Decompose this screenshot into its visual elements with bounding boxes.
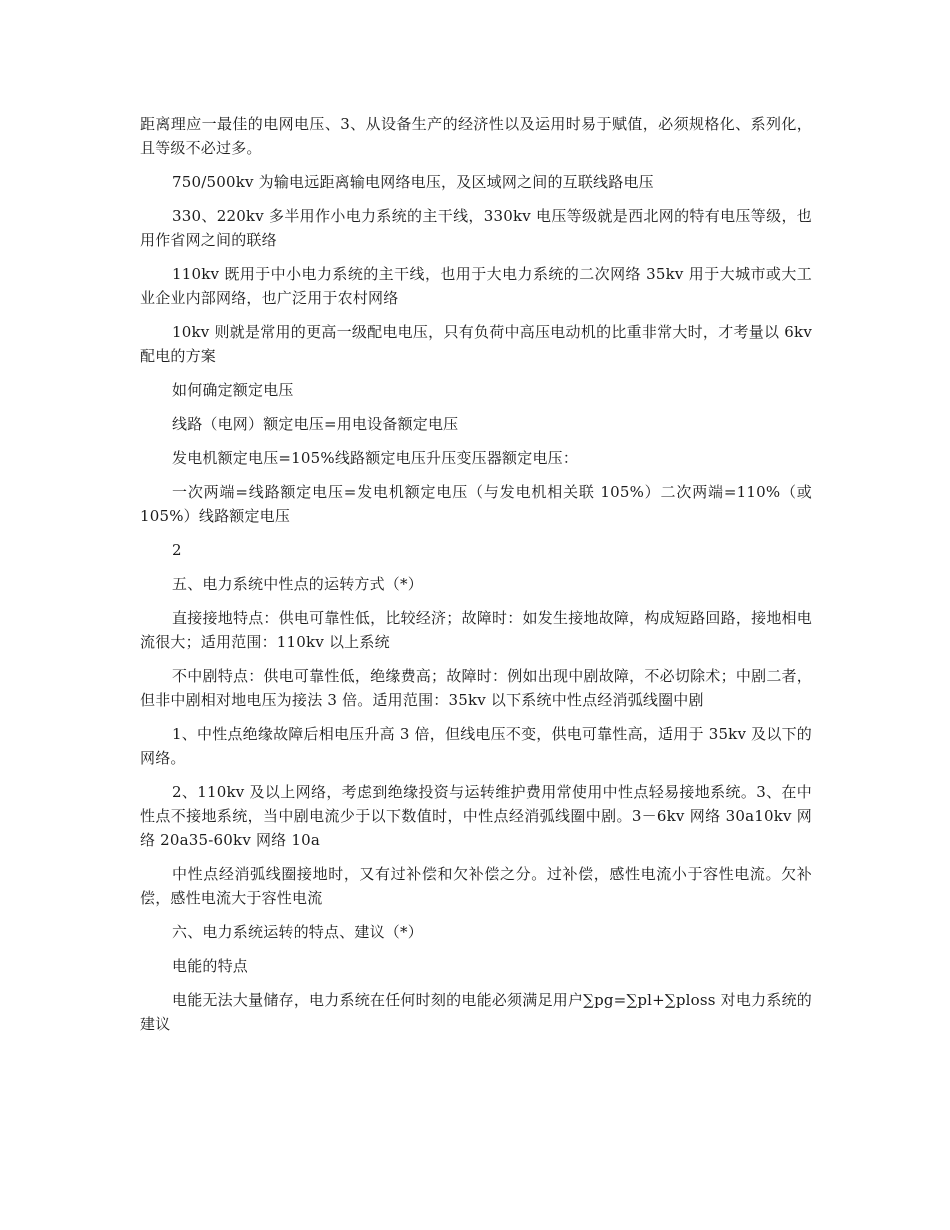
paragraph-5: 10kv 则就是常用的更高一级配电电压，只有负荷中高压电动机的比重非常大时，才考量以 6kv 配电的方案 [140, 323, 812, 365]
document-page [140, 112, 812, 1046]
paragraph-12: 直接接地特点：供电可靠性低，比较经济；故障时：如发生接地故障，构成短路回路，接地相电流很大；适用范围：110kv 以上系统 [140, 609, 812, 651]
paragraph-13: 不中剧特点：供电可靠性低，绝缘费高；故障时：例如出现中剧故障，不必切除术；中剧二者，但非中剧相对地电压为接法 3 倍。适用范围：35kv 以下系统中性点经消弧线圈中剧 [140, 667, 812, 709]
paragraph-14: 1、中性点绝缘故障后相电压升高 3 倍，但线电压不变，供电可靠性高，适用于 35kv 及以下的网络。 [140, 725, 812, 767]
paragraph-4: 110kv 既用于中小电力系统的主干线，也用于大电力系统的二次网络 35kv 用于大城市或大工业企业内部网络，也广泛用于农村网络 [140, 265, 812, 307]
page-number: 2 [172, 541, 182, 559]
paragraph-15: 2、110kv 及以上网络，考虑到绝缘投资与运转维护费用常使用中性点轻易接地系统。3、在中性点不接地系统，当中剧电流少于以下数值时，中性点经消弧线圈中剧。3－6kv 网络 30a10kv 网络 20a35-60kv 网络 10a [140, 783, 812, 849]
paragraph-7: 线路（电网）额定电压=用电设备额定电压 [172, 415, 459, 433]
paragraph-16: 中性点经消弧线圈接地时，又有过补偿和欠补偿之分。过补偿，感性电流小于容性电流。欠补偿，感性电流大于容性电流 [140, 865, 812, 907]
subheading-energy-features: 电能的特点 [172, 957, 249, 975]
paragraph-1: 距离理应一最佳的电网电压、3、从设备生产的经济性以及运用时易于赋值，必须规格化、系列化，且等级不必过多。 [140, 115, 812, 157]
paragraph-8: 发电机额定电压=105%线路额定电压升压变压器额定电压： [172, 449, 579, 467]
paragraph-9: 一次两端=线路额定电压=发电机额定电压（与发电机相关联 105%）二次两端=110%（或 105%）线路额定电压 [140, 483, 812, 525]
paragraph-2: 750/500kv 为输电远距离输电网络电压，及区域网之间的互联线路电压 [172, 173, 654, 191]
section-heading-5: 五、电力系统中性点的运转方式（*） [172, 575, 423, 593]
section-heading-rated-voltage: 如何确定额定电压 [172, 381, 294, 399]
paragraph-19: 电能无法大量储存，电力系统在任何时刻的电能必须满足用户∑pg=∑pl+∑ploss 对电力系统的建议 [140, 991, 812, 1033]
paragraph-3: 330、220kv 多半用作小电力系统的主干线，330kv 电压等级就是西北网的特有电压等级，也用作省网之间的联络 [140, 207, 812, 249]
section-heading-6: 六、电力系统运转的特点、建议（*） [172, 923, 423, 941]
